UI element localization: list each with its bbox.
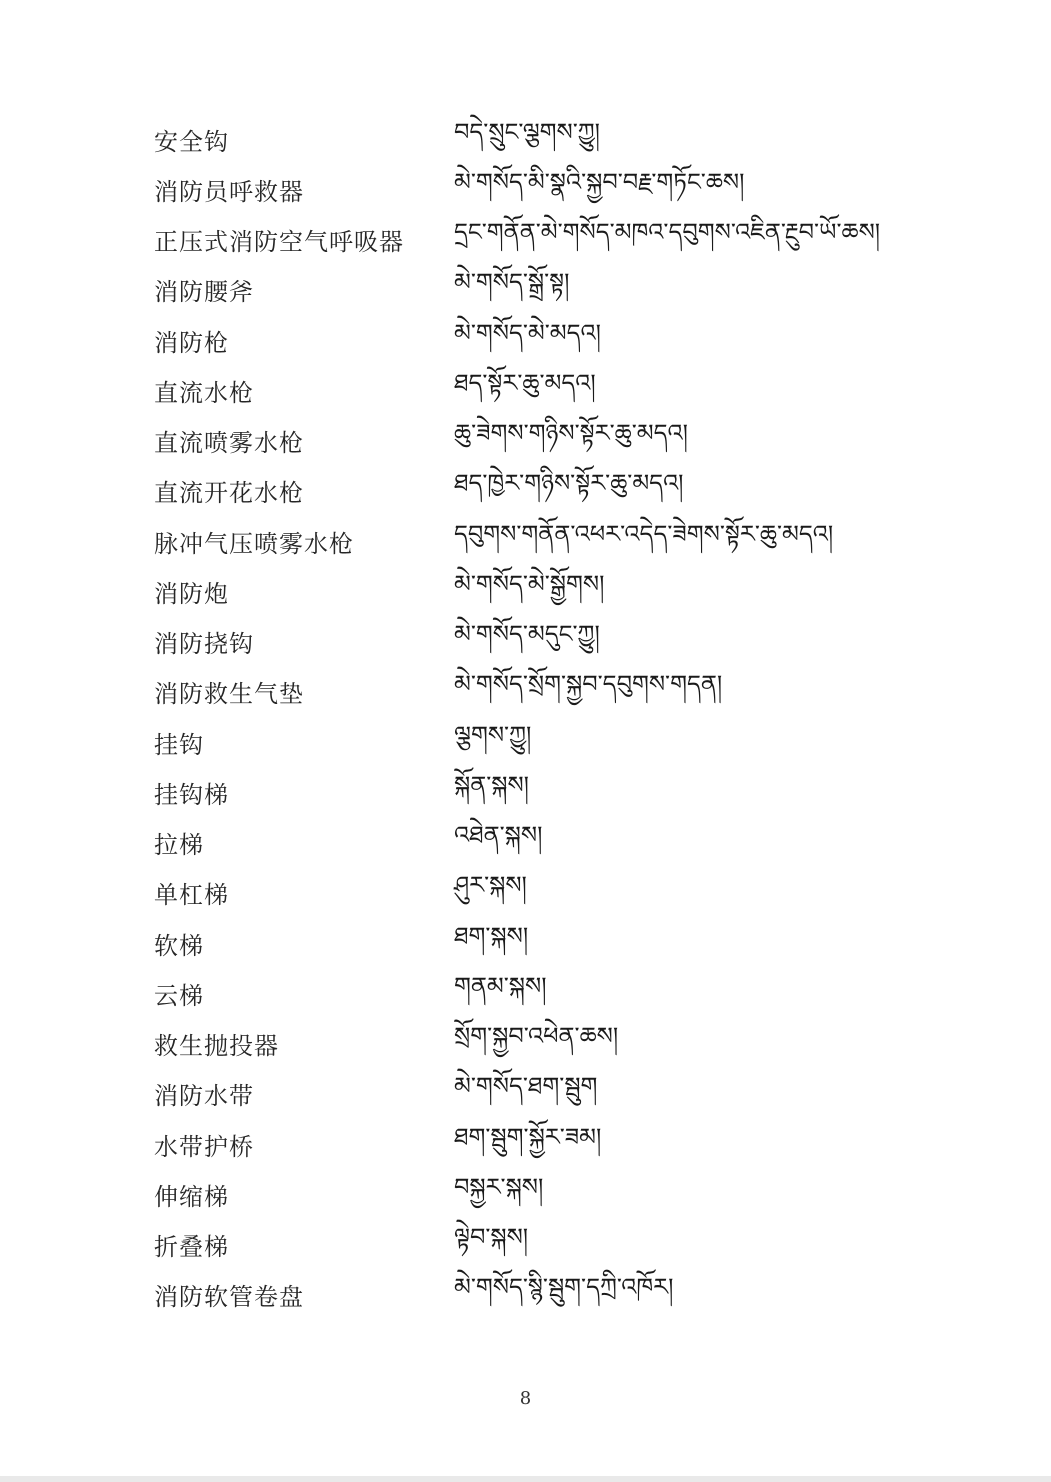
chinese-term: 直流水枪 (154, 378, 254, 407)
entry-15 (154, 818, 954, 868)
entry-14 (154, 767, 954, 817)
entry-24 (154, 1270, 954, 1320)
tibetan-term: ཆུ་ཟེགས་གཉིས་སྟོར་ཆུ་མདའ། (454, 419, 688, 448)
tibetan-term: ཐད་སྟོར་ཆུ་མདའ། (454, 368, 596, 397)
chinese-term: 消防员呼救器 (154, 177, 304, 206)
chinese-term: 消防救生气垫 (154, 680, 304, 709)
chinese-term: 直流喷雾水枪 (154, 429, 304, 458)
tibetan-term: ཐག་སྐས། (454, 921, 529, 950)
tibetan-term: མེ་གསོད་སྒྲོ་སྟ། (454, 268, 570, 297)
entry-12 (154, 667, 954, 717)
chinese-term: 直流开花水枪 (154, 479, 304, 508)
tibetan-term: གནམ་སྐས། (454, 971, 547, 1000)
entry-21 (154, 1119, 954, 1169)
chinese-term: 消防腰斧 (154, 278, 254, 307)
chinese-term: 伸缩梯 (154, 1182, 229, 1211)
chinese-term: 安全钩 (154, 127, 229, 156)
tibetan-term: མེ་གསོད་མེ་སྒྱོགས། (454, 569, 605, 598)
tibetan-term: ཐད་ཁྱེར་གཉིས་སྟོར་ཆུ་མདའ། (454, 469, 684, 498)
chinese-term: 挂钩 (154, 730, 204, 759)
chinese-term: 正压式消防空气呼吸器 (154, 228, 404, 257)
chinese-term: 消防软管卷盘 (154, 1283, 304, 1312)
chinese-term: 软梯 (154, 931, 204, 960)
chinese-term: 消防枪 (154, 328, 229, 357)
tibetan-term: མེ་གསོད་མདུང་ཀྱུ། (454, 620, 600, 649)
chinese-term: 挂钩梯 (154, 780, 229, 809)
tibetan-term: མེ་གསོད་སྲོག་སྐྱབ་དབུགས་གདན། (454, 670, 723, 699)
chinese-term: 脉冲气压喷雾水枪 (154, 529, 354, 558)
tibetan-term: མེ་གསོད་སྙི་སྦུག་དཀྲི་འཁོར། (454, 1273, 674, 1302)
tibetan-term: བསྐྱར་སྐས། (454, 1172, 544, 1201)
page-number: 8 (519, 1388, 532, 1409)
entry-16 (154, 868, 954, 918)
chinese-term: 云梯 (154, 981, 204, 1010)
tibetan-term: མེ་གསོད་མེ་མདའ། (454, 318, 601, 347)
chinese-term: 消防炮 (154, 579, 229, 608)
tibetan-term: དབུགས་གནོན་འཕར་འདེད་ཟེགས་སྟོར་ཆུ་མདའ། (454, 519, 834, 548)
tibetan-term: ལྟེབ་སྐས། (454, 1223, 529, 1252)
tibetan-term: མེ་གསོད་མི་སྣའི་སྐྱབ་བརྗ་གཏོང་ཆས། (454, 167, 745, 196)
tibetan-term: ཤུར་སྐས། (454, 871, 527, 900)
tibetan-term: ཐག་སྦུག་སྐྱོར་ཟམ། (454, 1122, 602, 1151)
tibetan-term: ལྕགས་ཀྱུ། (454, 720, 532, 749)
entry-17 (154, 918, 954, 968)
chinese-term: 折叠梯 (154, 1233, 229, 1262)
tibetan-term: མེ་གསོད་ཐག་སྦུག (454, 1072, 598, 1101)
chinese-term: 消防挠钩 (154, 630, 254, 659)
chinese-term: 单杠梯 (154, 881, 229, 910)
chinese-term: 救生抛投器 (154, 1032, 279, 1061)
tibetan-term: བདེ་སྲུང་ལྕགས་ཀྱུ། (454, 117, 600, 146)
terminology-list (154, 114, 954, 1320)
tibetan-term: དྲང་གནོན་མེ་གསོད་མཁའ་དབུགས་འཇིན་རྔུབ་ཡོ་ཆས། (454, 218, 881, 247)
tibetan-term: སྐོན་སྐས། (454, 770, 529, 799)
chinese-term: 消防水带 (154, 1082, 254, 1111)
page-bottom-edge (0, 1476, 1051, 1482)
tibetan-term: སྲོག་སྐྱབ་འཕེན་ཆས། (454, 1022, 619, 1051)
tibetan-term: འཐེན་སྐས། (454, 821, 543, 850)
chinese-term: 拉梯 (154, 831, 204, 860)
chinese-term: 水带护桥 (154, 1132, 254, 1161)
